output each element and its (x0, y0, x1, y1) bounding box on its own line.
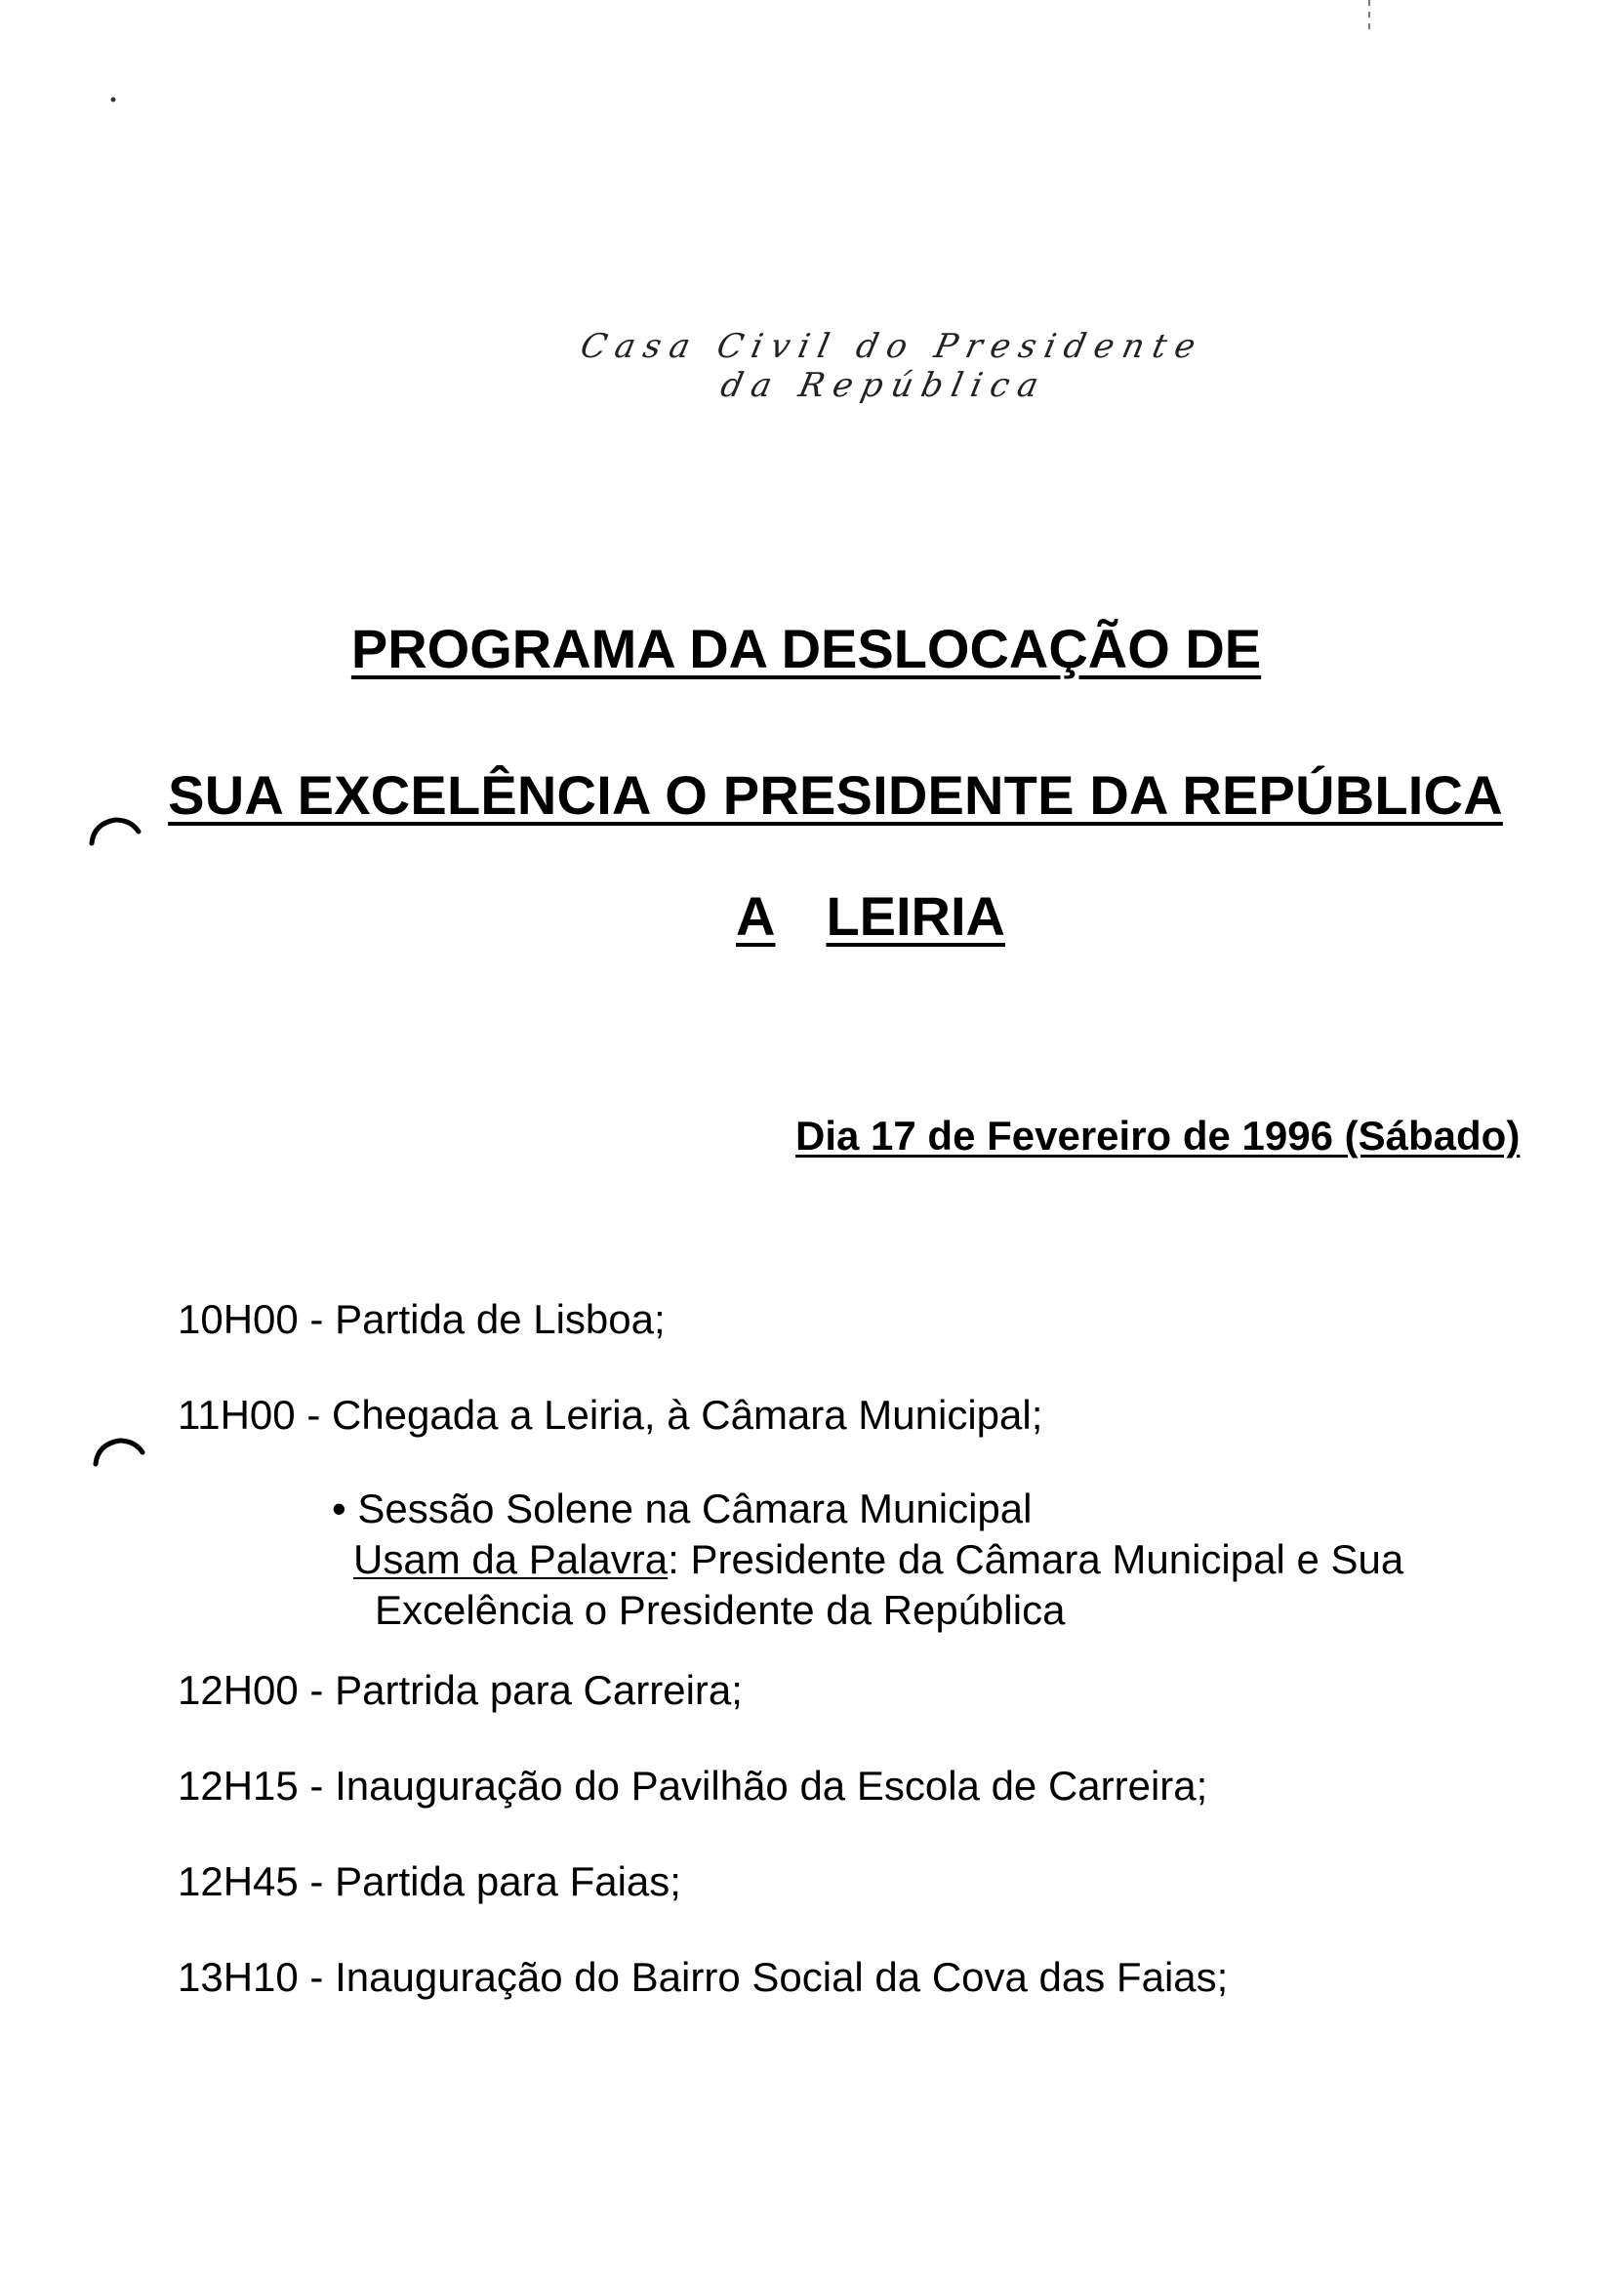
title-line-3 (59, 884, 1624, 948)
schedule-text: Inauguração do Bairro Social da Cova das Faias; (335, 1954, 1229, 2000)
session-speakers (353, 1536, 1403, 1583)
title-line-3-city: LEIRIA (826, 885, 1005, 947)
schedule-item (178, 1858, 681, 1905)
schedule-separator: - (295, 1392, 332, 1438)
schedule-separator: - (298, 1954, 336, 2000)
visit-date: Dia 17 de Fevereiro de 1996 (Sábado) (795, 1113, 1521, 1159)
punch-hole-mark-icon (90, 1433, 148, 1468)
punch-hole-mark-icon (86, 812, 144, 847)
speakers-text: : Presidente da Câmara Municipal e Sua (668, 1536, 1404, 1582)
schedule-item (178, 1296, 666, 1343)
letterhead: Casa Civil do Presidente da República (577, 327, 1208, 405)
scan-line-icon (1366, 0, 1372, 35)
schedule-item (178, 1954, 1228, 2001)
schedule-text: Partrida para Carreira; (335, 1667, 743, 1713)
session-speakers-continued: Excelência o Presidente da República (375, 1587, 1066, 1633)
schedule-time: 12H00 (178, 1667, 299, 1713)
session-title-text: Sessão Solene na Câmara Municipal (357, 1486, 1033, 1531)
schedule-separator: - (298, 1763, 336, 1809)
title-line-2: SUA EXCELÊNCIA O PRESIDENTE DA REPÚBLICA (168, 764, 1503, 826)
session-title (332, 1486, 1032, 1532)
schedule-separator: - (298, 1858, 336, 1904)
schedule-text: Chegada a Leiria, à Câmara Municipal; (331, 1392, 1043, 1438)
title-line-1: PROGRAMA DA DESLOCAÇÃO DE (350, 618, 1262, 679)
schedule-time: 12H15 (178, 1763, 299, 1809)
schedule-item (178, 1667, 743, 1714)
schedule-separator: - (298, 1296, 336, 1342)
schedule-time: 11H00 (178, 1392, 296, 1438)
schedule-text: Partida para Faias; (335, 1858, 681, 1904)
bullet: • (332, 1486, 346, 1531)
schedule-time: 10H00 (178, 1296, 299, 1342)
schedule-text: Inauguração do Pavilhão da Escola de Carreira; (335, 1763, 1208, 1809)
speakers-label: Usam da Palavra (353, 1536, 669, 1582)
schedule-time: 12H45 (178, 1858, 299, 1904)
schedule-text: Partida de Lisboa; (335, 1296, 666, 1342)
title-line-3-prep: A (735, 885, 776, 947)
schedule-separator: - (298, 1667, 336, 1713)
schedule-item (178, 1392, 1042, 1439)
schedule-item (178, 1763, 1207, 1810)
schedule-time: 13H10 (178, 1954, 299, 2000)
scan-speck-icon (107, 94, 119, 105)
